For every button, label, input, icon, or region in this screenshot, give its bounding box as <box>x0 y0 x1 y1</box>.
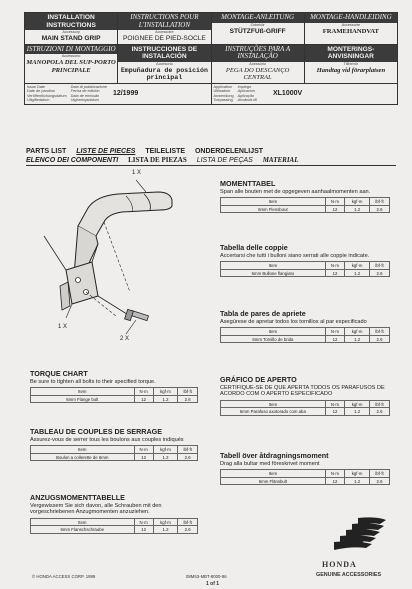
issue-label: Data de emissão <box>70 93 100 98</box>
cell-nm: 12 <box>134 395 153 403</box>
torque-section-fr <box>30 428 198 461</box>
issue-label: Veröffentlichungsdatum <box>27 93 67 98</box>
header-label: Acessório <box>249 61 266 66</box>
cell-item: 6mm Bullone flangiato <box>221 269 326 277</box>
cell-lbfft: 2.6 <box>370 335 390 343</box>
issue-labels-b <box>69 84 109 104</box>
issue-label: Date de parution <box>27 89 56 94</box>
col-nm: N·m <box>325 328 344 336</box>
header-row-3 <box>25 84 397 104</box>
table-row <box>221 269 390 277</box>
page-number: 1 of 1 <box>206 581 220 587</box>
col-item: Item <box>221 328 326 336</box>
cell-kgfm: 1.2 <box>345 205 370 213</box>
cell-lbfft: 2.6 <box>370 477 390 485</box>
section-title: TABLEAU DE COUPLES DE SERRAGE <box>30 427 163 436</box>
cell-kgfm: 1.2 <box>153 526 178 534</box>
table-row <box>221 205 390 213</box>
cell-kgfm: 1.2 <box>345 477 370 485</box>
torque-table <box>30 445 198 461</box>
col-lbfft: lbf·ft <box>370 198 390 206</box>
table-header-row <box>31 446 198 454</box>
header-title: MONTAGE-HANDLEIDING <box>305 13 397 23</box>
table-row <box>31 395 198 403</box>
cell-item: 6mm Flanschschraube <box>31 526 135 534</box>
header-value: MAIN STAND GRIP <box>41 35 101 42</box>
col-nm: N·m <box>325 198 344 206</box>
table-header-row <box>31 518 198 526</box>
cell-item: 6mm Flänsbult <box>221 477 326 485</box>
torque-table <box>30 387 198 403</box>
table-header-row <box>31 388 198 396</box>
col-item: Item <box>221 198 326 206</box>
header-value: MANOPOLA DEL SUP-PORTO PRINCIPALE <box>26 59 116 74</box>
header-title: MONTAGE-ANLEITUNG <box>212 13 304 23</box>
torque-section-sv <box>220 452 390 485</box>
torque-table <box>220 400 390 416</box>
honda-wing-logo <box>318 514 388 556</box>
parts-list-pt: LISTA DE PEÇAS <box>196 157 253 164</box>
section-text: Vergewissem Sie sich davon, alle Schrauben mit den vorgeschriebenen Anzugmomenten anzuziehen. <box>30 503 162 516</box>
cell-item: 6mm Tornillo de brida <box>221 335 326 343</box>
cell-lbfft: 2.6 <box>178 395 198 403</box>
header-cell-it <box>25 45 118 83</box>
label-grip-qty: 1 X <box>132 170 142 176</box>
section-text: Drag alla bultar med föreskrivet moment <box>220 461 320 467</box>
section-title: GRÁFICO DE APERTO <box>220 375 297 384</box>
torque-section-it <box>220 244 390 277</box>
cell-nm: 12 <box>325 205 344 213</box>
header-cell-de <box>212 13 305 44</box>
header-title: INSTALLATION INSTRUCTIONS <box>25 13 117 30</box>
application-cell <box>212 84 398 104</box>
header-title: INSTRUÇÕES PARA A INSTALAÇÃO <box>212 45 304 62</box>
header-value: STÜTZFUß-GRIFF <box>229 27 286 35</box>
header-label: Zubehör <box>250 22 265 27</box>
cell-nm: 12 <box>325 408 344 416</box>
section-title: MOMENTTABEL <box>220 179 276 188</box>
parts-diagram <box>26 166 196 351</box>
torque-table <box>220 327 390 343</box>
cell-kgfm: 1.2 <box>153 395 178 403</box>
cell-kgfm: 1.2 <box>153 453 178 461</box>
issue-label: Fecha de edición <box>70 89 100 94</box>
table-header-row <box>221 470 390 478</box>
table-header-row <box>221 262 390 270</box>
section-text: Be sure to tighten all bolts to their specified torque. <box>30 379 156 385</box>
parts-list-en: PARTS LIST <box>26 148 67 155</box>
section-title: Tabell över åtdragningsmoment <box>220 451 329 460</box>
header-row-1 <box>25 13 397 45</box>
table-row <box>221 477 390 485</box>
section-text: Asegúrese de apretar todos los tornillos al par especificado <box>220 319 367 325</box>
col-kgfm: kgf·m <box>345 400 370 408</box>
header-title: INSTRUCTIONS POUR L'INSTALLATION <box>118 13 210 30</box>
issue-labels-a <box>25 84 69 104</box>
section-text: Span alle bouten met de opgegeven aanhaalmomenten aan. <box>220 189 371 195</box>
section-text: CERTIFIQUE-SE DE QUE APERTA TODOS OS PARAFUSOS DE ACORDO COM O APERTO ESPECIFICADO <box>220 385 385 398</box>
col-kgfm: kgf·m <box>153 446 178 454</box>
col-nm: N·m <box>325 262 344 270</box>
torque-section-pt <box>220 376 390 416</box>
issue-label: Utgivningsdatum <box>70 98 99 103</box>
col-nm: N·m <box>134 518 153 526</box>
header-label: Tillbehör <box>343 61 359 66</box>
app-label: Impiego <box>237 84 252 89</box>
torque-table <box>220 469 390 485</box>
col-kgfm: kgf·m <box>345 262 370 270</box>
table-row <box>31 526 198 534</box>
col-item: Item <box>221 262 326 270</box>
cell-nm: 12 <box>325 335 344 343</box>
flange-bolt <box>125 309 149 320</box>
col-lbfft: lbf·ft <box>178 446 198 454</box>
parts-list-fr: LISTE DE PIECES <box>76 148 136 155</box>
col-lbfft: lbf·ft <box>370 328 390 336</box>
header-title: INSTRUCCIONES DE INSTALACIÓN <box>118 45 210 62</box>
header-value: Handtag vid förarplatsen <box>316 66 386 74</box>
section-title: Tabella delle coppie <box>220 243 288 252</box>
table-row <box>31 453 198 461</box>
issue-date-cell <box>25 84 212 104</box>
section-title: ANZUGSMOMENTTABELLE <box>30 493 125 502</box>
header-title: ISTRUZIONI DI MONTAGGIO <box>26 44 116 53</box>
header-row-2 <box>25 45 397 84</box>
brand-name: HONDA <box>322 560 357 569</box>
app-labels-a <box>212 84 236 104</box>
col-kgfm: kgf·m <box>153 518 178 526</box>
section-text: Accertarsi che tutti i bulloni siano serrati alle coppie indicate. <box>220 253 370 259</box>
app-label: Utilisation <box>213 89 230 94</box>
parts-list-de: TEILELISTE <box>145 148 186 155</box>
header-title: MONTERINGS-ANVISNINGAR <box>305 45 397 62</box>
header-value: POIGNEE DE PIED-SOCLE <box>122 35 206 42</box>
torque-section-es <box>220 310 390 343</box>
col-item: Item <box>31 518 135 526</box>
cell-item: 6mm Flange bolt <box>31 395 135 403</box>
header-label: Accesorio <box>156 61 173 66</box>
torque-section-de <box>30 494 198 534</box>
torque-table <box>30 518 198 534</box>
parts-list-heading <box>26 148 396 166</box>
parts-list-sv: MATERIAL <box>262 156 299 164</box>
col-nm: N·m <box>134 446 153 454</box>
col-nm: N·m <box>325 400 344 408</box>
col-nm: N·m <box>134 388 153 396</box>
col-lbfft: lbf·ft <box>370 400 390 408</box>
app-labels-b <box>236 84 259 104</box>
table-header-row <box>221 400 390 408</box>
cell-lbfft: 2.6 <box>370 408 390 416</box>
torque-table <box>220 261 390 277</box>
col-item: Item <box>221 400 326 408</box>
brand-tagline: GENUINE ACCESSORIES <box>316 572 382 578</box>
issue-label: Uitgiftedatum <box>27 98 50 103</box>
label-plate-qty: 1 X <box>58 324 68 330</box>
header-cell-sv <box>305 45 397 83</box>
col-lbfft: lbf·ft <box>370 262 390 270</box>
app-label: Toepassing <box>213 98 233 103</box>
table-header-row <box>221 198 390 206</box>
cell-lbfft: 2.6 <box>370 269 390 277</box>
app-label: Aplicação <box>237 93 255 98</box>
header-value: Empuñadura de posición principal <box>120 66 208 81</box>
section-title: TORQUE CHART <box>30 369 88 378</box>
col-kgfm: kgf·m <box>153 388 178 396</box>
doc-number: 08M53-MBT-8000-96 <box>186 574 227 579</box>
app-label: Används till <box>237 98 257 103</box>
cell-item: 6mm Parafuso axotorado com aba <box>221 408 326 416</box>
col-lbfft: lbf·ft <box>178 388 198 396</box>
table-row <box>221 408 390 416</box>
header-cell-fr <box>118 13 211 44</box>
application-model: XL1000V <box>272 90 303 98</box>
col-item: Item <box>31 388 135 396</box>
header-grid <box>24 12 398 105</box>
table-row <box>221 335 390 343</box>
cell-lbfft: 2.6 <box>370 205 390 213</box>
header-label: Accessoire <box>155 30 174 34</box>
section-text: Assurez-vous de serrer tous les boulons aux couples indiqués <box>30 437 184 443</box>
header-label: Accessoire <box>341 22 361 27</box>
parts-list-es: LISTA DE PIEZAS <box>128 156 187 164</box>
issue-date: 12/1999 <box>112 90 139 98</box>
cell-lbfft: 2.6 <box>178 526 198 534</box>
cell-nm: 12 <box>325 477 344 485</box>
col-item: Item <box>221 470 326 478</box>
cell-item: 6mm Flensbout <box>221 205 326 213</box>
app-label: Aplicación <box>237 89 255 94</box>
header-cell-en <box>25 13 118 44</box>
col-item: Item <box>31 446 135 454</box>
issue-label: Data di pubblicazione <box>70 84 107 89</box>
app-label: Application <box>213 84 233 89</box>
grip-illustration <box>26 166 196 351</box>
cell-item: Boulon a collerette de 6mm <box>31 453 135 461</box>
cell-kgfm: 1.2 <box>345 269 370 277</box>
cell-nm: 12 <box>134 453 153 461</box>
torque-section-nl <box>220 180 390 213</box>
cell-lbfft: 2.6 <box>178 453 198 461</box>
header-cell-pt <box>212 45 305 83</box>
col-nm: N·m <box>325 470 344 478</box>
header-cell-nl <box>305 13 397 44</box>
table-header-row <box>221 328 390 336</box>
parts-list-it: ELENCO DEI COMPONENTI <box>26 157 119 164</box>
header-label: Accessorio <box>61 54 81 58</box>
torque-table <box>220 197 390 213</box>
issue-label: Issue Date <box>27 84 46 89</box>
label-bolt-qty: 2 X <box>120 336 130 342</box>
header-cell-es <box>118 45 211 83</box>
col-kgfm: kgf·m <box>345 470 370 478</box>
cell-nm: 12 <box>134 526 153 534</box>
cell-kgfm: 1.2 <box>345 335 370 343</box>
app-label: Anwendung <box>213 93 234 98</box>
header-value: PEGA DO DESCANÇO CENTRAL <box>225 66 290 81</box>
header-label: Accessory <box>62 30 80 34</box>
col-lbfft: lbf·ft <box>178 518 198 526</box>
col-kgfm: kgf·m <box>345 328 370 336</box>
section-title: Tabla de pares de apriete <box>220 309 306 318</box>
cell-kgfm: 1.2 <box>345 408 370 416</box>
header-value: FRAMEHANDVAT <box>322 27 379 35</box>
torque-section-en <box>30 370 198 403</box>
parts-list-nl: ONDERDELENLIJST <box>194 148 264 155</box>
cell-nm: 12 <box>325 269 344 277</box>
copyright: © HONDA ACCESS CORP. 1999 <box>32 574 96 579</box>
col-kgfm: kgf·m <box>345 198 370 206</box>
col-lbfft: lbf·ft <box>370 470 390 478</box>
